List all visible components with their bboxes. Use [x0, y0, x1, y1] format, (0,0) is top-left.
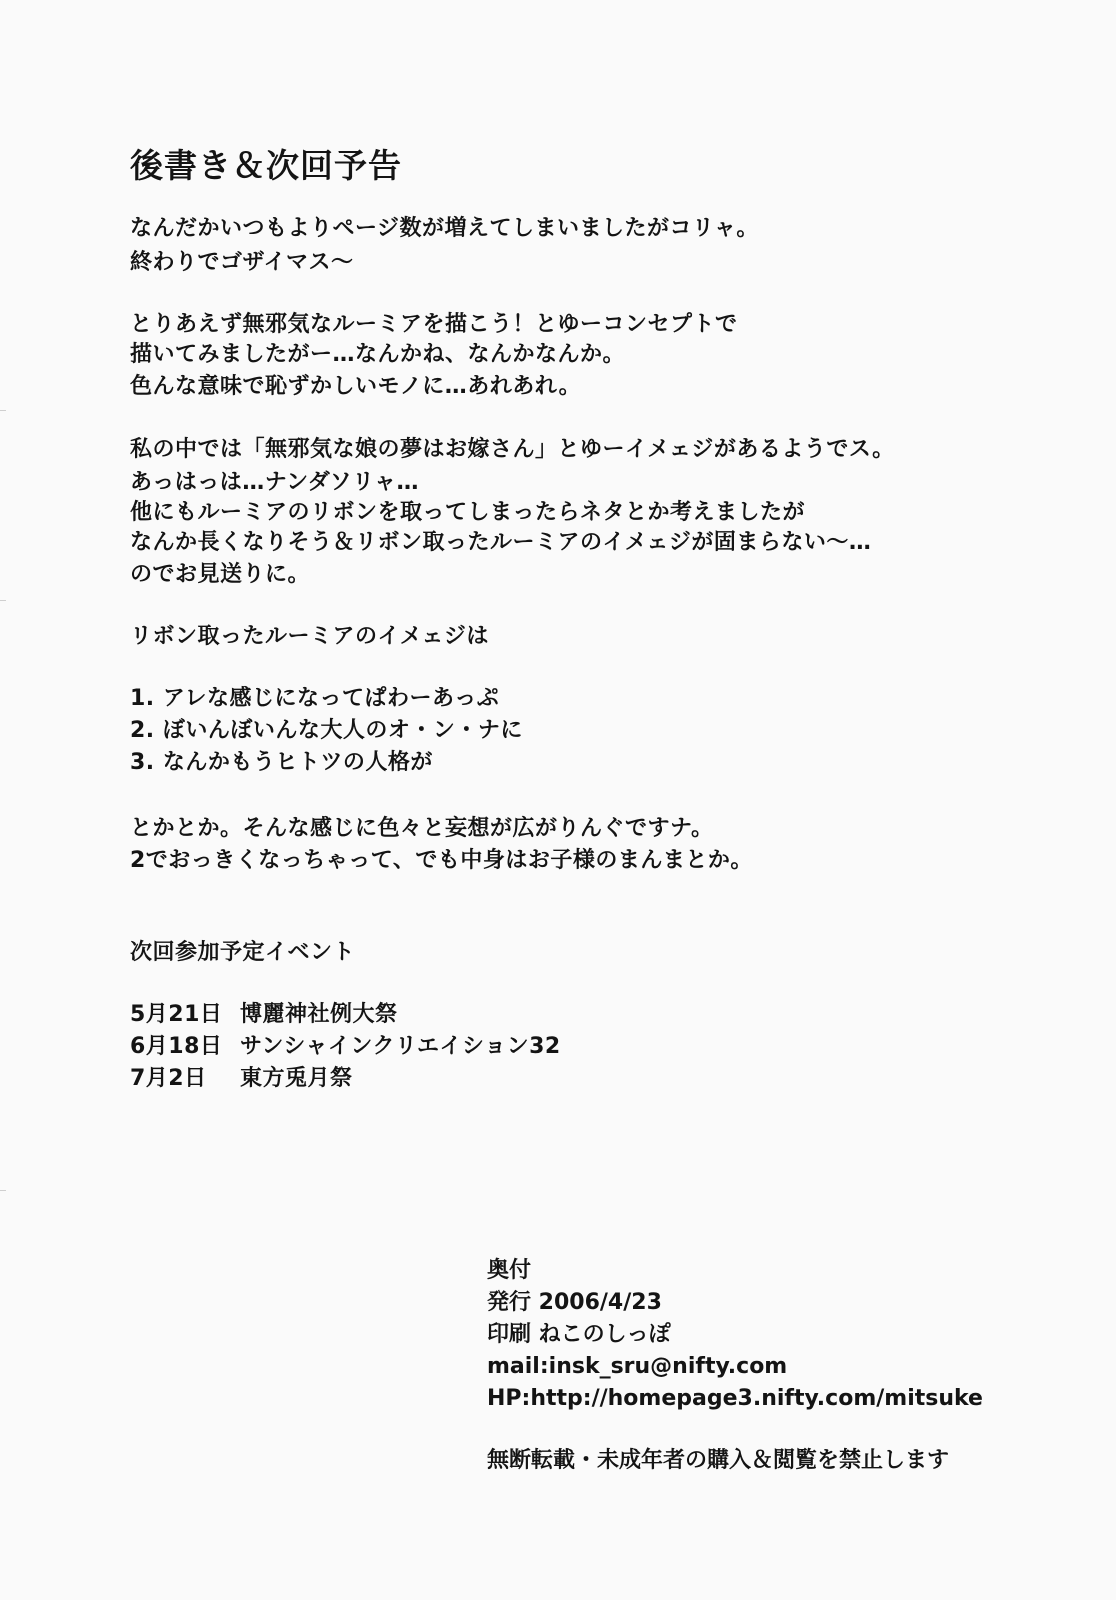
page-title: 後書き＆次回予告	[130, 146, 402, 185]
list-item: 1. アレな感じになってぱわーあっぷ	[130, 686, 500, 711]
event-name: 東方兎月祭	[240, 1066, 353, 1091]
event-date: 6月18日	[130, 1034, 223, 1059]
paragraph2-line-3: 色んな意味で恥ずかしいモノに…あれあれ。	[130, 374, 582, 399]
events-heading: 次回参加予定イベント	[130, 940, 356, 965]
colophon-heading: 奥付	[487, 1258, 532, 1283]
scan-mark	[0, 600, 6, 601]
scan-mark	[0, 410, 6, 411]
paragraph1-line-2: 終わりでゴザイマス～	[130, 250, 354, 275]
event-row	[130, 1000, 398, 1030]
colophon-mail: mail:insk_sru@nifty.com	[487, 1354, 788, 1379]
paragraph3-line-1: 私の中では「無邪気な娘の夢はお嫁さん」とゆーイメェジがあるようでス。	[130, 437, 895, 462]
list-intro: リボン取ったルーミアのイメェジは	[130, 624, 489, 649]
colophon-homepage: HP:http://homepage3.nifty.com/mitsuke	[487, 1386, 983, 1411]
event-name: サンシャインクリエイション32	[240, 1034, 561, 1059]
paragraph3-line-5: のでお見送りに。	[130, 562, 311, 587]
paragraph2-line-1: とりあえず無邪気なルーミアを描こう！とゆーコンセプトで	[130, 312, 738, 337]
colophon-notice: 無断転載・未成年者の購入＆閲覧を禁止します	[487, 1448, 950, 1473]
paragraph4-line-1: とかとか。そんな感じに色々と妄想が広がりんぐですナ。	[130, 816, 714, 841]
list-item: 3. なんかもうヒトツの人格が	[130, 750, 433, 775]
paragraph3-line-2: あっはっは…ナンダソリャ…	[130, 470, 419, 495]
paragraph3-line-3: 他にもルーミアのリボンを取ってしまったらネタとか考えましたが	[130, 500, 806, 525]
event-row	[130, 1032, 561, 1062]
paragraph2-line-2: 描いてみましたがー…なんかね、なんかなんか。	[130, 342, 626, 367]
event-row	[130, 1064, 353, 1094]
scan-mark	[0, 1190, 6, 1191]
paragraph4-line-2: 2でおっきくなっちゃって、でも中身はお子様のまんまとか。	[130, 848, 753, 873]
colophon-printer: 印刷 ねこのしっぽ	[487, 1322, 671, 1347]
paragraph1-line-1: なんだかいつもよりページ数が増えてしまいましたがコリャ。	[130, 216, 759, 241]
list-item: 2. ぼいんぼいんな大人のオ・ン・ナに	[130, 718, 523, 743]
event-date: 7月2日	[130, 1066, 207, 1091]
event-date: 5月21日	[130, 1002, 223, 1027]
colophon-published: 発行 2006/4/23	[487, 1290, 662, 1315]
event-name: 博麗神社例大祭	[240, 1002, 398, 1027]
paragraph3-line-4: なんか長くなりそう＆リボン取ったルーミアのイメェジが固まらない～…	[130, 530, 872, 555]
